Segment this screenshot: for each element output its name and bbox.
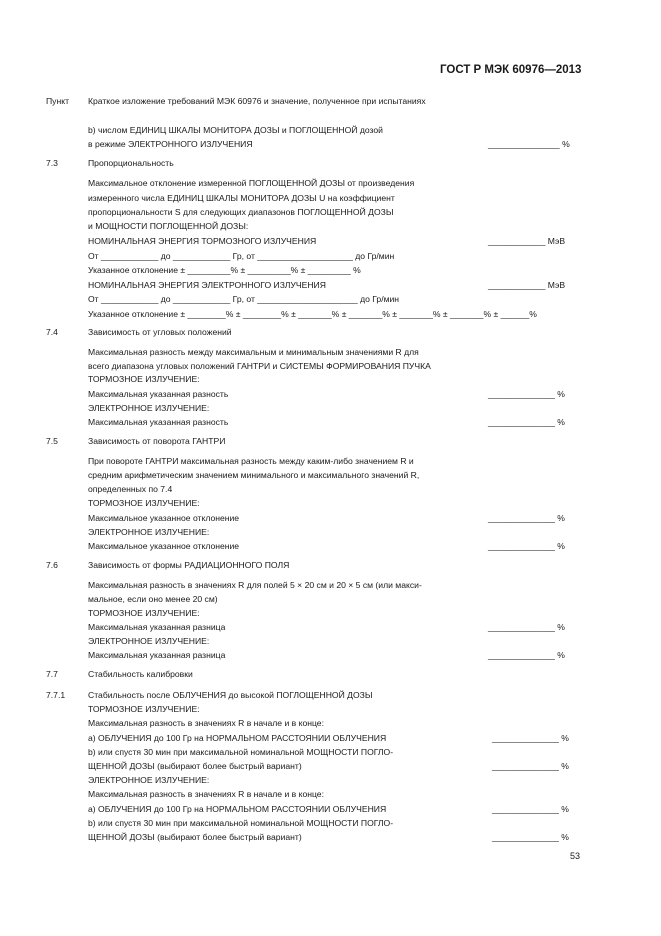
text-line: Максимальная указанная разница (88, 650, 226, 660)
clause-number: 7.7 (46, 669, 58, 679)
text-line: ______________ % (492, 761, 569, 771)
document-header: ГОСТ Р МЭК 60976—2013 (440, 64, 582, 76)
text-line: Максимальная указанная разница (88, 622, 226, 632)
text-line: ЭЛЕКТРОННОЕ ИЗЛУЧЕНИЕ: (88, 636, 210, 646)
text-line: ______________ % (492, 733, 569, 743)
text-line: b) или спустя 30 мин при максимальной номинальной МОЩНОСТИ ПОГЛО- (88, 818, 394, 828)
text-line: Максимальная разность в значениях R в начале и в конце: (88, 718, 324, 728)
text-line: Указанное отклонение ± _________% ± _________% ± _________ % (88, 265, 361, 275)
text-line: ____________ МэВ (488, 236, 566, 246)
text-line: ______________ % (492, 804, 569, 814)
text-line: ______________ % (488, 389, 565, 399)
text-line: ЩЕННОЙ ДОЗЫ (выбирают более быстрый вариант) (88, 832, 302, 842)
column-header-item: Пункт (46, 96, 70, 106)
text-line: От ____________ до ____________ Гр, от ____________________ до Гр/мин (88, 251, 395, 261)
text-line: От ____________ до ____________ Гр, от _____________________ до Гр/мин (88, 294, 400, 304)
text-line: ______________ % (488, 417, 565, 427)
text-line: ТОРМОЗНОЕ ИЗЛУЧЕНИЕ: (88, 374, 200, 384)
text-line: а) ОБЛУЧЕНИЯ до 100 Гр на НОРМАЛЬНОМ РАССТОЯНИИ ОБЛУЧЕНИЯ (88, 733, 387, 743)
text-line: ЭЛЕКТРОННОЕ ИЗЛУЧЕНИЕ: (88, 527, 210, 537)
column-header-description: Краткое изложение требований МЭК 60976 и значение, полученное при испытаниях (88, 96, 426, 106)
section-title: Зависимость от угловых положений (88, 327, 232, 337)
text-line: ______________ % (488, 622, 565, 632)
text-line: ЭЛЕКТРОННОЕ ИЗЛУЧЕНИЕ: (88, 775, 210, 785)
text-line: _______________ % (488, 139, 570, 149)
text-line: Максимальная указанная разность (88, 389, 229, 399)
text-line: а) ОБЛУЧЕНИЯ до 100 Гр на НОРМАЛЬНОМ РАССТОЯНИИ ОБЛУЧЕНИЯ (88, 804, 387, 814)
text-line: ____________ МэВ (488, 280, 566, 290)
text-line: средним арифметическим значением минимального и максимального значений R, (88, 470, 420, 480)
clause-number: 7.7.1 (46, 690, 66, 700)
text-line: b) числом ЕДИНИЦ ШКАЛЫ МОНИТОРА ДОЗЫ и ПОГЛОЩЕННОЙ дозой (88, 125, 383, 135)
text-line: При повороте ГАНТРИ максимальная разность между каким-либо значением R и (88, 456, 414, 466)
text-line: ТОРМОЗНОЕ ИЗЛУЧЕНИЕ: (88, 498, 200, 508)
text-line: НОМИНАЛЬНАЯ ЭНЕРГИЯ ТОРМОЗНОГО ИЗЛУЧЕНИЯ (88, 236, 317, 246)
text-line: b) или спустя 30 мин при максимальной номинальной МОЩНОСТИ ПОГЛО- (88, 747, 394, 757)
text-line: ЩЕННОЙ ДОЗЫ (выбирают более быстрый вариант) (88, 761, 302, 771)
clause-number: 7.3 (46, 158, 58, 168)
text-line: определенных по 7.4 (88, 484, 173, 494)
text-line: Максимальная разность в значениях R для полей 5 × 20 см и 20 × 5 см (или макси- (88, 580, 422, 590)
text-line: Максимальная разность в значениях R в начале и в конце: (88, 789, 324, 799)
text-line: всего диапазона угловых положений ГАНТРИ и СИСТЕМЫ ФОРМИРОВАНИЯ ПУЧКА (88, 361, 431, 371)
text-line: ______________ % (488, 513, 565, 523)
section-title: Пропорциональность (88, 158, 174, 168)
text-line: измеренного числа ЕДИНИЦ ШКАЛЫ МОНИТОРА ДОЗЫ U на коэффициент (88, 193, 395, 203)
text-line: ТОРМОЗНОЕ ИЗЛУЧЕНИЕ: (88, 704, 200, 714)
text-line: Максимальное указанное отклонение (88, 513, 240, 523)
text-line: в режиме ЭЛЕКТРОННОГО ИЗЛУЧЕНИЯ (88, 139, 253, 149)
text-line: пропорциональности S для следующих диапазонов ПОГЛОЩЕННОЙ ДОЗЫ (88, 207, 394, 217)
section-title: Зависимость от поворота ГАНТРИ (88, 436, 226, 446)
text-line: Максимальное отклонение измеренной ПОГЛОЩЕННОЙ ДОЗЫ от произведения (88, 178, 415, 188)
text-line: ЭЛЕКТРОННОЕ ИЗЛУЧЕНИЕ: (88, 403, 210, 413)
text-line: мальное, если оно менее 20 см) (88, 594, 218, 604)
section-title: Зависимость от формы РАДИАЦИОННОГО ПОЛЯ (88, 560, 290, 570)
text-line: ТОРМОЗНОЕ ИЗЛУЧЕНИЕ: (88, 608, 200, 618)
text-line: ______________ % (488, 650, 565, 660)
clause-number: 7.5 (46, 436, 58, 446)
clause-number: 7.6 (46, 560, 58, 570)
page-number: 53 (570, 851, 581, 861)
text-line: Максимальное указанное отклонение (88, 541, 240, 551)
section-title: Стабильность калибровки (88, 669, 193, 679)
text-line: Стабильность после ОБЛУЧЕНИЯ до высокой ПОГЛОЩЕННОЙ ДОЗЫ (88, 690, 373, 700)
text-line: Указанное отклонение ± ________% ± ________% ± _______% ± _______% ± _______% ± _______% ± ______% (88, 309, 537, 319)
clause-number: 7.4 (46, 327, 58, 337)
text-line: Максимальная разность между максимальным и минимальным значениями R для (88, 347, 419, 357)
text-line: ______________ % (492, 832, 569, 842)
text-line: НОМИНАЛЬНАЯ ЭНЕРГИЯ ЭЛЕКТРОННОГО ИЗЛУЧЕНИЯ (88, 280, 326, 290)
text-line: и МОЩНОСТИ ПОГЛОЩЕННОЙ ДОЗЫ: (88, 221, 249, 231)
text-line: ______________ % (488, 541, 565, 551)
text-line: Максимальная указанная разность (88, 417, 229, 427)
